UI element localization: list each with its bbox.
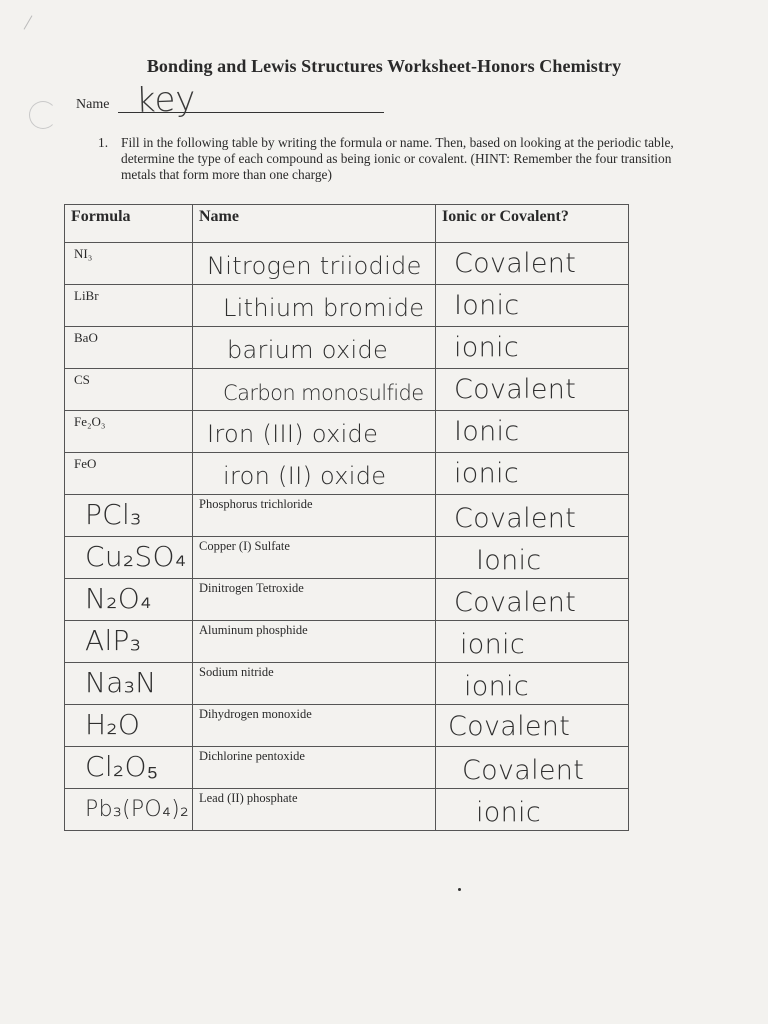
name-handwritten: Nitrogen triiodide [207, 252, 422, 280]
formula-cell[interactable] [65, 705, 193, 747]
name-handwritten-value: key [135, 78, 197, 122]
compound-table [64, 204, 629, 831]
type-handwritten: Covalent [454, 587, 577, 618]
table-row [65, 495, 629, 537]
stray-dot-mark [458, 888, 461, 891]
name-printed: Lead (II) phosphate [199, 791, 298, 805]
type-handwritten: Covalent [462, 755, 585, 786]
type-cell[interactable] [436, 411, 629, 453]
name-cell[interactable] [193, 327, 436, 369]
name-printed: Sodium nitride [199, 665, 274, 679]
formula-cell [65, 453, 193, 495]
name-printed: Dichlorine pentoxide [199, 749, 305, 763]
table-row [65, 285, 629, 327]
formula-cell[interactable] [65, 495, 193, 537]
name-label: Name [76, 97, 110, 112]
worksheet-title: Bonding and Lewis Structures Worksheet-Honors Chemistry [146, 56, 622, 76]
formula-handwritten: H₂O [85, 708, 141, 741]
formula-handwritten: Pb₃(PO₄)₂ [85, 797, 190, 822]
type-handwritten: ionic [460, 629, 525, 660]
type-handwritten: Ionic [454, 290, 520, 321]
name-cell[interactable] [193, 369, 436, 411]
table-row [65, 621, 629, 663]
table-row [65, 789, 629, 831]
formula-printed: CS [74, 372, 90, 387]
formula-handwritten: Na₃N [85, 666, 157, 699]
type-handwritten: Covalent [448, 711, 571, 742]
name-cell [193, 537, 436, 579]
formula-cell [65, 285, 193, 327]
table-row [65, 663, 629, 705]
formula-cell[interactable] [65, 579, 193, 621]
type-cell[interactable] [436, 243, 629, 285]
formula-printed: FeO [74, 456, 97, 471]
stray-pen-mark [24, 15, 33, 29]
name-handwritten: iron (II) oxide [223, 462, 387, 490]
table-row [65, 747, 629, 789]
name-printed: Dihydrogen monoxide [199, 707, 312, 721]
table-header-row [65, 205, 629, 243]
hole-punch-mark [29, 101, 57, 129]
name-cell [193, 747, 436, 789]
name-cell[interactable] [193, 285, 436, 327]
formula-cell [65, 243, 193, 285]
type-cell[interactable] [436, 747, 629, 789]
header-type: Ionic or Covalent? [436, 205, 629, 243]
name-cell[interactable] [193, 453, 436, 495]
name-handwritten: Carbon monosulfide [223, 381, 424, 405]
formula-cell[interactable] [65, 789, 193, 831]
name-printed: Dinitrogen Tetroxide [199, 581, 304, 595]
type-cell[interactable] [436, 789, 629, 831]
table-row [65, 411, 629, 453]
name-cell [193, 579, 436, 621]
name-cell [193, 495, 436, 537]
formula-cell [65, 369, 193, 411]
name-cell [193, 663, 436, 705]
type-handwritten: Covalent [454, 248, 577, 279]
table-row [65, 327, 629, 369]
type-handwritten: ionic [476, 797, 541, 828]
name-handwritten: Iron (III) oxide [207, 420, 379, 448]
name-printed: Copper (I) Sulfate [199, 539, 290, 553]
type-cell[interactable] [436, 453, 629, 495]
formula-cell [65, 411, 193, 453]
name-cell [193, 705, 436, 747]
formula-printed: BaO [74, 330, 98, 345]
formula-printed: NI₃ [74, 246, 93, 261]
table-row [65, 537, 629, 579]
formula-cell[interactable] [65, 747, 193, 789]
formula-handwritten: PCl₃ [85, 498, 142, 531]
type-handwritten: ionic [454, 458, 519, 489]
name-cell [193, 789, 436, 831]
formula-cell [65, 327, 193, 369]
name-cell[interactable] [193, 243, 436, 285]
type-handwritten: ionic [464, 671, 529, 702]
name-cell [193, 621, 436, 663]
formula-handwritten: Cl₂O₅ [85, 750, 159, 783]
question-text: Fill in the following table by writing the formula or name. Then, based on looking at the periodic table, determine the type of each compound as being ionic or covalent. (HINT: Remember the four transition metals that form more than one charge) [121, 135, 674, 182]
type-cell[interactable] [436, 537, 629, 579]
type-cell[interactable] [436, 495, 629, 537]
type-cell[interactable] [436, 369, 629, 411]
formula-cell[interactable] [65, 663, 193, 705]
name-handwritten: barium oxide [227, 336, 389, 364]
table-row [65, 579, 629, 621]
type-cell[interactable] [436, 285, 629, 327]
formula-handwritten: AlP₃ [85, 624, 142, 657]
type-handwritten: Covalent [454, 503, 577, 534]
table-row [65, 369, 629, 411]
table-row [65, 705, 629, 747]
type-handwritten: Ionic [454, 416, 520, 447]
name-printed: Aluminum phosphide [199, 623, 308, 637]
type-handwritten: Covalent [454, 374, 577, 405]
name-handwritten: Lithium bromide [223, 294, 425, 322]
table-row [65, 453, 629, 495]
header-name: Name [193, 205, 436, 243]
table-row [65, 243, 629, 285]
question-number: 1. [98, 135, 109, 150]
name-cell[interactable] [193, 411, 436, 453]
formula-handwritten: Cu₂SO₄ [85, 540, 187, 573]
type-handwritten: Ionic [476, 545, 542, 576]
type-handwritten: ionic [454, 332, 519, 363]
type-cell[interactable] [436, 705, 629, 747]
formula-handwritten: N₂O₄ [85, 582, 152, 615]
type-cell[interactable] [436, 579, 629, 621]
formula-cell[interactable] [65, 621, 193, 663]
type-cell[interactable] [436, 327, 629, 369]
header-formula: Formula [65, 205, 193, 243]
formula-cell[interactable] [65, 537, 193, 579]
formula-printed: Fe₂O₃ [74, 414, 106, 429]
formula-printed: LiBr [74, 288, 99, 303]
name-printed: Phosphorus trichloride [199, 497, 313, 511]
type-cell[interactable] [436, 663, 629, 705]
type-cell[interactable] [436, 621, 629, 663]
